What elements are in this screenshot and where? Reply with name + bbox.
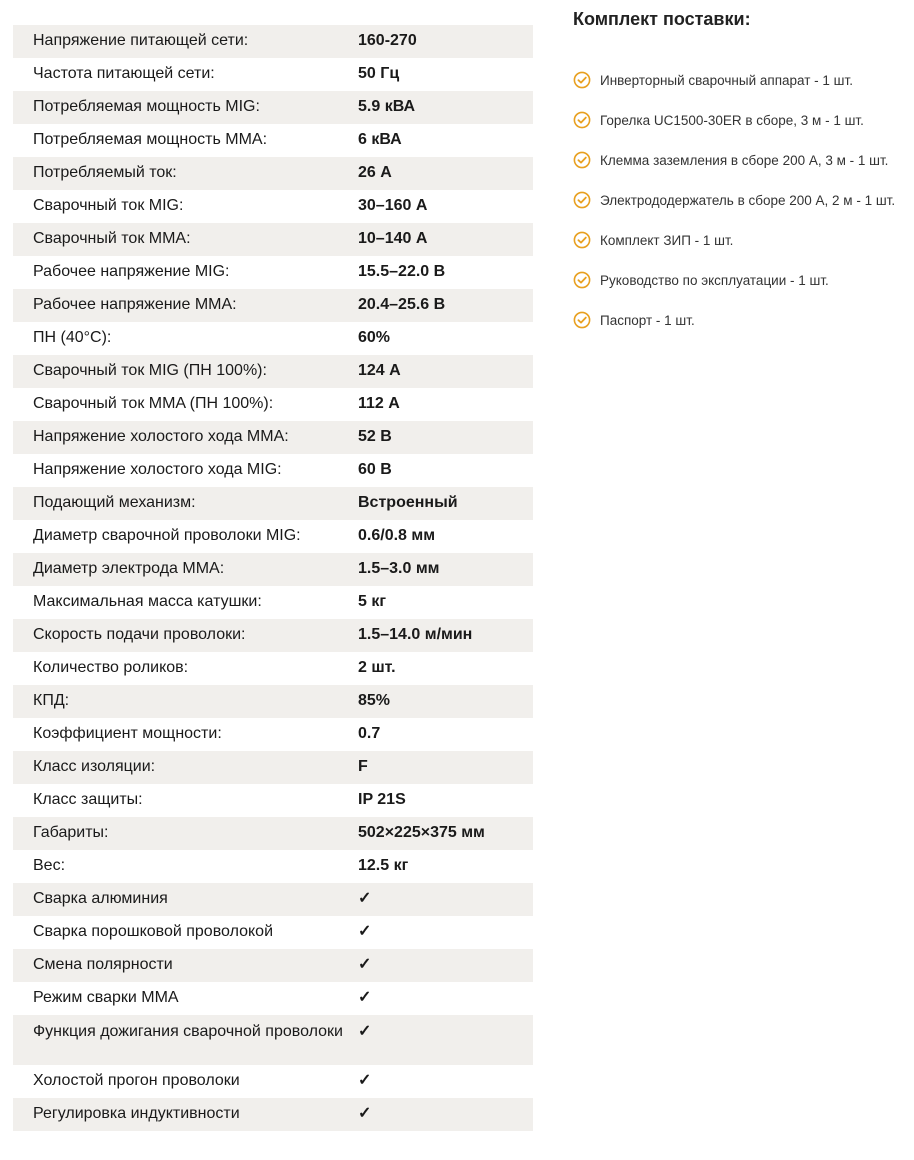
spec-label: Напряжение холостого хода MIG: (33, 461, 282, 478)
spec-row (13, 421, 533, 454)
spec-value: 112 А (358, 395, 400, 412)
spec-row (13, 619, 533, 652)
check-circle-icon (573, 231, 591, 249)
spec-row (13, 256, 533, 289)
spec-value: IP 21S (358, 791, 406, 808)
kit-item (573, 220, 913, 260)
spec-row (13, 916, 533, 949)
spec-value: 85% (358, 685, 533, 718)
kit-section (573, 0, 913, 340)
kit-item (573, 140, 913, 180)
check-circle-icon (573, 271, 591, 289)
spec-row (13, 817, 533, 850)
spec-value: 26 А (358, 157, 533, 190)
spec-row (13, 157, 533, 190)
specs-table-body (13, 25, 533, 1131)
kit-item (573, 60, 913, 100)
spec-label: Коэффициент мощности: (33, 725, 222, 742)
kit-item-label: Горелка UC1500-30ER в сборе, 3 м - 1 шт. (600, 112, 864, 128)
spec-label: Сварка порошковой проволокой (33, 923, 273, 940)
spec-value: ✓ (358, 989, 372, 1006)
spec-row (13, 718, 533, 751)
spec-value: 2 шт. (358, 659, 396, 676)
kit-list (573, 60, 913, 340)
spec-row (13, 784, 533, 817)
kit-item-label: Руководство по эксплуатации - 1 шт. (600, 272, 829, 288)
spec-row (13, 652, 533, 685)
check-circle-icon (573, 151, 591, 169)
spec-label: Смена полярности (13, 949, 358, 982)
spec-label: Режим сварки MMA (33, 989, 179, 1006)
spec-value: 1.5–3.0 мм (358, 553, 533, 586)
spec-value: 0.7 (358, 725, 381, 742)
spec-value: ✓ (358, 949, 533, 982)
spec-row (13, 850, 533, 883)
kit-item (573, 100, 913, 140)
spec-label: Класс защиты: (33, 791, 143, 808)
spec-value: ✓ (358, 1072, 372, 1089)
spec-value: 60% (358, 329, 391, 346)
spec-label: Сварочный ток MMA (ПН 100%): (33, 395, 274, 412)
spec-value: 15.5–22.0 В (358, 263, 446, 280)
spec-label: Холостой прогон проволоки (33, 1072, 240, 1089)
spec-label: ПН (40°С): (33, 329, 112, 346)
kit-item (573, 300, 913, 340)
spec-label: Сварочный ток MIG (ПН 100%): (13, 355, 358, 388)
spec-row (13, 58, 533, 91)
spec-row (13, 949, 533, 982)
spec-row (13, 883, 533, 916)
spec-value: 1.5–14.0 м/мин (358, 619, 533, 652)
spec-label: КПД: (13, 685, 358, 718)
spec-value: 160-270 (358, 25, 533, 58)
check-circle-icon (573, 111, 591, 129)
kit-item (573, 180, 913, 220)
spec-value: 12.5 кг (358, 857, 409, 874)
spec-row (13, 223, 533, 256)
spec-label: Напряжение холостого хода MMA: (13, 421, 358, 454)
spec-label: Количество роликов: (33, 659, 189, 676)
spec-row (13, 685, 533, 718)
spec-label: Диаметр сварочной проволоки MIG: (33, 527, 301, 544)
check-circle-icon (573, 311, 591, 329)
spec-value: 20.4–25.6 В (358, 289, 533, 322)
spec-label: Вес: (33, 857, 66, 874)
spec-row (13, 982, 533, 1015)
spec-value: ✓ (358, 1098, 533, 1131)
spec-value: 5 кг (358, 593, 387, 610)
spec-value: 60 В (358, 461, 392, 478)
spec-value: Встроенный (358, 487, 533, 520)
spec-row (13, 388, 533, 421)
spec-row (13, 454, 533, 487)
spec-row (13, 355, 533, 388)
spec-value: 5.9 кВА (358, 91, 533, 124)
spec-label: Рабочее напряжение MIG: (33, 263, 230, 280)
spec-value: 50 Гц (358, 65, 400, 82)
spec-row (13, 1015, 533, 1065)
spec-value: 6 кВА (358, 131, 402, 148)
spec-row (13, 190, 533, 223)
spec-value: F (358, 751, 533, 784)
kit-item-label: Паспорт - 1 шт. (600, 312, 695, 328)
spec-value: 0.6/0.8 мм (358, 527, 436, 544)
kit-title: Комплект поставки: (573, 9, 751, 29)
spec-label: Частота питающей сети: (33, 65, 215, 82)
check-circle-icon (573, 71, 591, 89)
spec-row (13, 289, 533, 322)
spec-label: Функция дожигания сварочной проволоки (13, 1015, 358, 1065)
kit-item-label: Инверторный сварочный аппарат - 1 шт. (600, 72, 853, 88)
spec-row (13, 1065, 533, 1098)
spec-row (13, 586, 533, 619)
kit-item (573, 260, 913, 300)
spec-label: Регулировка индуктивности (13, 1098, 358, 1131)
spec-value: ✓ (358, 883, 533, 916)
spec-label: Скорость подачи проволоки: (13, 619, 358, 652)
spec-label: Максимальная масса катушки: (33, 593, 262, 610)
spec-label: Потребляемая мощность MIG: (13, 91, 358, 124)
spec-label: Сварка алюминия (13, 883, 358, 916)
check-circle-icon (573, 191, 591, 209)
kit-item-label: Клемма заземления в сборе 200 А, 3 м - 1 шт. (600, 152, 889, 168)
specs-table (13, 25, 533, 1131)
spec-value: ✓ (358, 923, 372, 940)
kit-item-label: Комплект ЗИП - 1 шт. (600, 232, 734, 248)
kit-item-label: Электрододержатель в сборе 200 А, 2 м - 1 шт. (600, 192, 896, 208)
spec-label: Габариты: (13, 817, 358, 850)
spec-row (13, 322, 533, 355)
spec-label: Подающий механизм: (13, 487, 358, 520)
spec-label: Потребляемый ток: (13, 157, 358, 190)
spec-value: 10–140 А (358, 223, 533, 256)
spec-row (13, 751, 533, 784)
spec-label: Сварочный ток MIG: (33, 197, 184, 214)
spec-row (13, 91, 533, 124)
spec-row (13, 124, 533, 157)
spec-label: Потребляемая мощность MMA: (33, 131, 268, 148)
spec-row (13, 520, 533, 553)
spec-label: Класс изоляции: (13, 751, 358, 784)
spec-row (13, 25, 533, 58)
spec-label: Напряжение питающей сети: (13, 25, 358, 58)
spec-label: Рабочее напряжение MMA: (13, 289, 358, 322)
spec-row (13, 1098, 533, 1131)
spec-value: 30–160 А (358, 197, 428, 214)
spec-value: 124 А (358, 355, 533, 388)
spec-value: 502×225×375 мм (358, 817, 533, 850)
spec-label: Диаметр электрода MMA: (13, 553, 358, 586)
spec-label: Сварочный ток MMA: (13, 223, 358, 256)
spec-value: 52 В (358, 421, 533, 454)
spec-row (13, 487, 533, 520)
spec-value: ✓ (358, 1015, 533, 1065)
spec-row (13, 553, 533, 586)
